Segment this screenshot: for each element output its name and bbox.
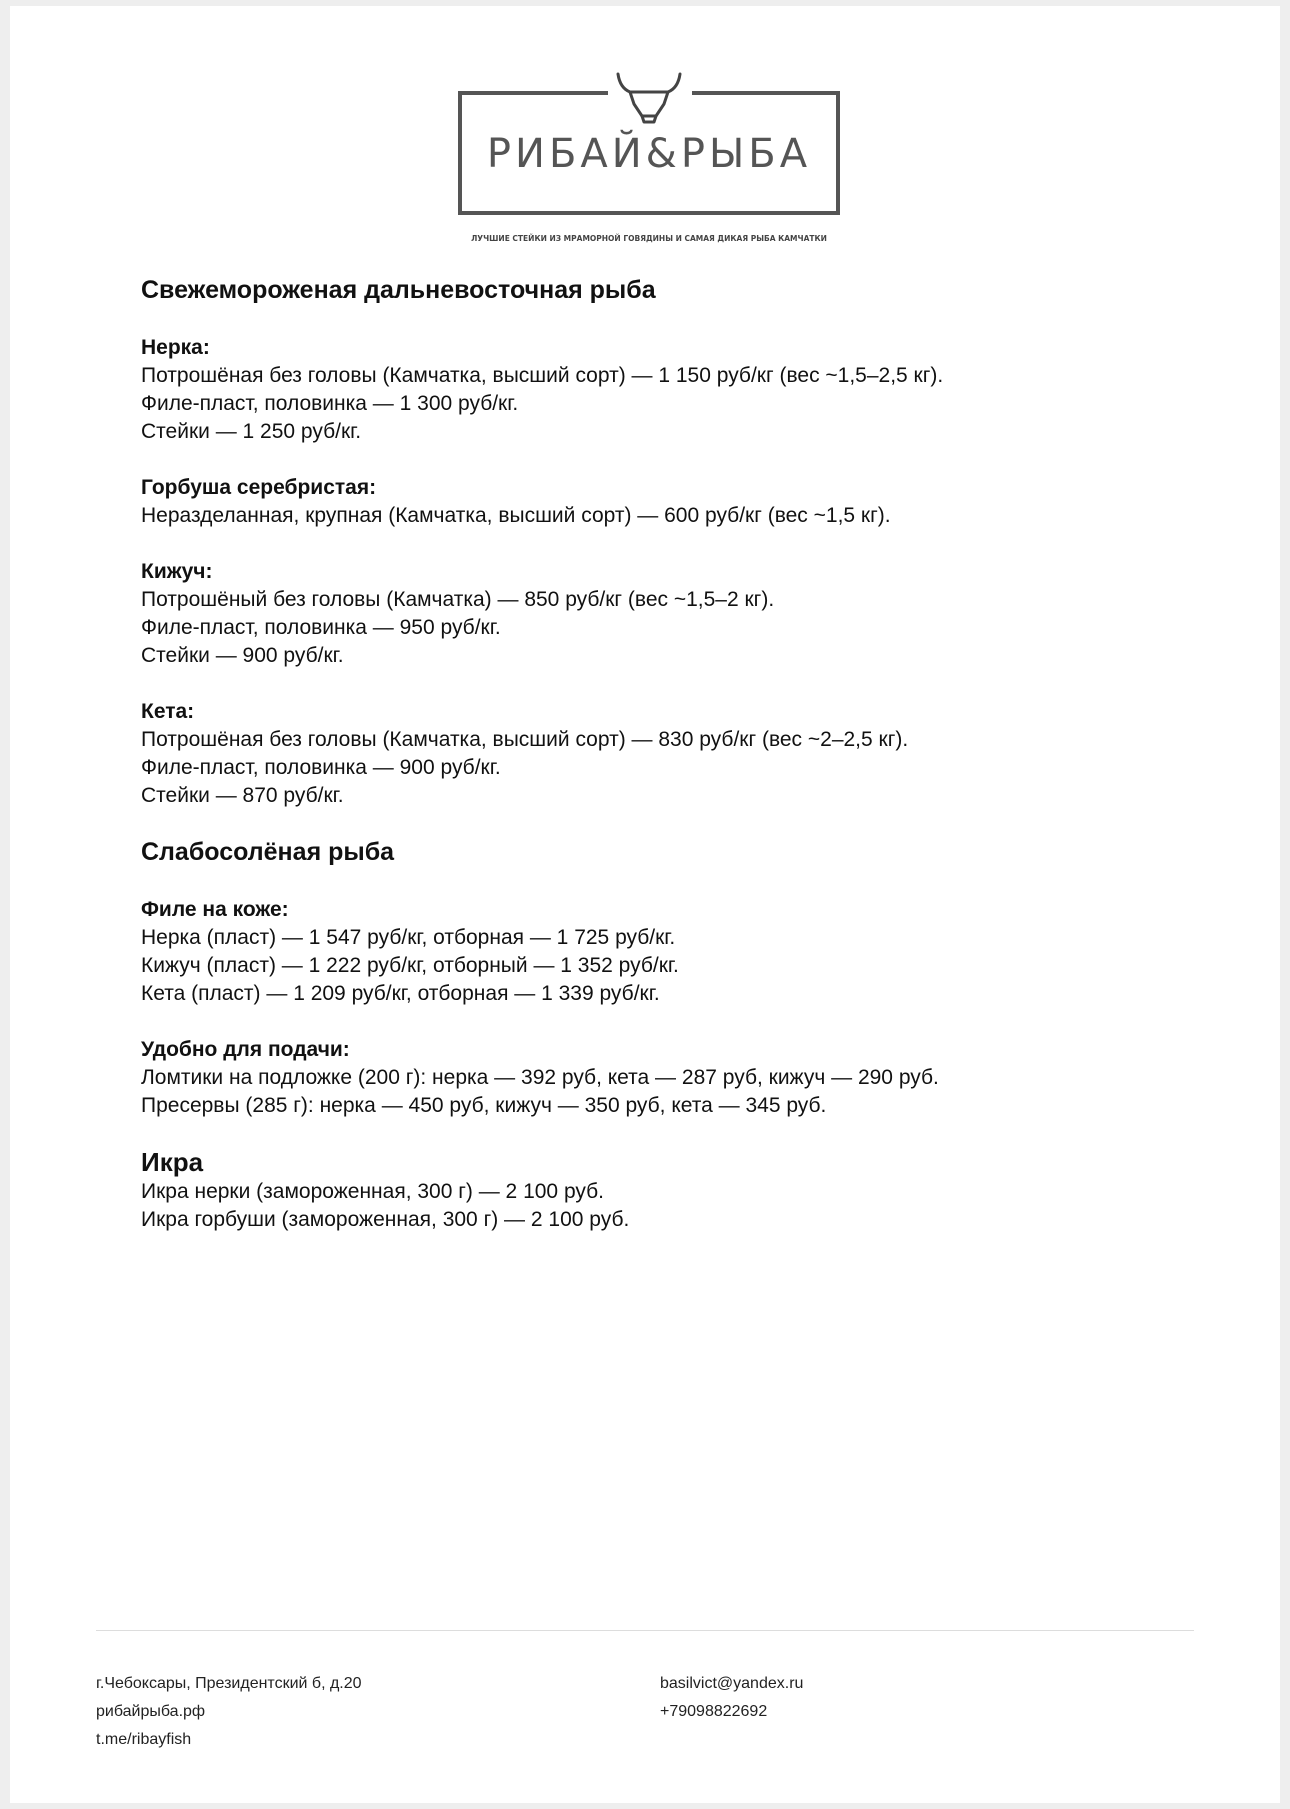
price-line: Нерка (пласт) — 1 547 руб/кг, отборная — 1 725 руб/кг. bbox=[141, 926, 676, 949]
section-title: Икра bbox=[141, 1147, 204, 1177]
group-title: Горбуша серебристая: bbox=[141, 476, 377, 499]
price-line: Филе-пласт, половинка — 900 руб/кг. bbox=[141, 756, 501, 779]
group-title: Кета: bbox=[141, 700, 195, 723]
price-line: Стейки — 900 руб/кг. bbox=[141, 644, 344, 667]
price-line: Филе-пласт, половинка — 1 300 руб/кг. bbox=[141, 392, 519, 415]
price-line: Кижуч (пласт) — 1 222 руб/кг, отборный — 1 352 руб/кг. bbox=[141, 954, 679, 977]
group-nerka bbox=[141, 334, 1161, 446]
group-fillet-on-skin bbox=[141, 896, 1161, 1008]
price-line: Ломтики на подложке (200 г): нерка — 392 руб, кета — 287 руб, кижуч — 290 руб. bbox=[141, 1066, 939, 1089]
price-line: Потрошёный без головы (Камчатка) — 850 руб/кг (вес ~1,5–2 кг). bbox=[141, 588, 775, 611]
section-title: Свежемороженая дальневосточная рыба bbox=[141, 276, 656, 304]
price-line: Икра нерки (замороженная, 300 г) — 2 100 руб. bbox=[141, 1180, 604, 1203]
section-frozen-fish bbox=[141, 274, 1161, 810]
footer-phone[interactable]: +79098822692 bbox=[660, 1703, 768, 1720]
svg-text:ЛУЧШИЕ СТЕЙКИ ИЗ МРАМОРНОЙ ГОВ: ЛУЧШИЕ СТЕЙКИ ИЗ МРАМОРНОЙ ГОВЯДИНЫ И САМАЯ ДИКАЯ РЫБА КАМЧАТКИ bbox=[471, 234, 827, 243]
group-title: Удобно для подачи: bbox=[141, 1038, 350, 1061]
price-line: Пресервы (285 г): нерка — 450 руб, кижуч — 350 руб, кета — 345 руб. bbox=[141, 1094, 827, 1117]
price-line: Стейки — 1 250 руб/кг. bbox=[141, 420, 362, 443]
footer-website[interactable]: рибайрыба.рф bbox=[96, 1703, 206, 1720]
group-keta bbox=[141, 698, 1161, 810]
price-line: Стейки — 870 руб/кг. bbox=[141, 784, 344, 807]
price-line: Неразделанная, крупная (Камчатка, высший сорт) — 600 руб/кг (вес ~1,5 кг). bbox=[141, 504, 891, 527]
footer-email[interactable]: basilvict@yandex.ru bbox=[660, 1675, 804, 1692]
bull-head-icon bbox=[618, 74, 680, 122]
group-gorbusha bbox=[141, 474, 1161, 530]
price-line: Икра горбуши (замороженная, 300 г) — 2 100 руб. bbox=[141, 1208, 630, 1231]
price-line: Потрошёная без головы (Камчатка, высший сорт) — 830 руб/кг (вес ~2–2,5 кг). bbox=[141, 728, 909, 751]
svg-text:РИБАЙ&РЫБА: РИБАЙ&РЫБА bbox=[486, 131, 812, 177]
group-title: Филе на коже: bbox=[141, 898, 289, 921]
group-kizhuch bbox=[141, 558, 1161, 670]
group-title: Нерка: bbox=[141, 336, 210, 359]
document-page bbox=[10, 6, 1280, 1803]
section-title: Слабосолёная рыба bbox=[141, 838, 395, 866]
footer-address: г.Чебоксары, Президентский б, д.20 bbox=[96, 1675, 362, 1692]
price-line: Филе-пласт, половинка — 950 руб/кг. bbox=[141, 616, 501, 639]
price-line: Потрошёная без головы (Камчатка, высший сорт) — 1 150 руб/кг (вес ~1,5–2,5 кг). bbox=[141, 364, 944, 387]
footer-contacts-left bbox=[96, 1670, 362, 1754]
footer-telegram[interactable]: t.me/ribayfish bbox=[96, 1731, 192, 1748]
brand-logo bbox=[458, 66, 843, 251]
footer-contacts-right bbox=[660, 1670, 803, 1726]
price-line: Кета (пласт) — 1 209 руб/кг, отборная — 1 339 руб/кг. bbox=[141, 982, 660, 1005]
price-list bbox=[141, 274, 1161, 1234]
section-salted-fish bbox=[141, 836, 1161, 1120]
group-serving bbox=[141, 1036, 1161, 1120]
footer-divider bbox=[96, 1630, 1194, 1631]
section-caviar bbox=[141, 1146, 1161, 1234]
group-title: Кижуч: bbox=[141, 560, 213, 583]
